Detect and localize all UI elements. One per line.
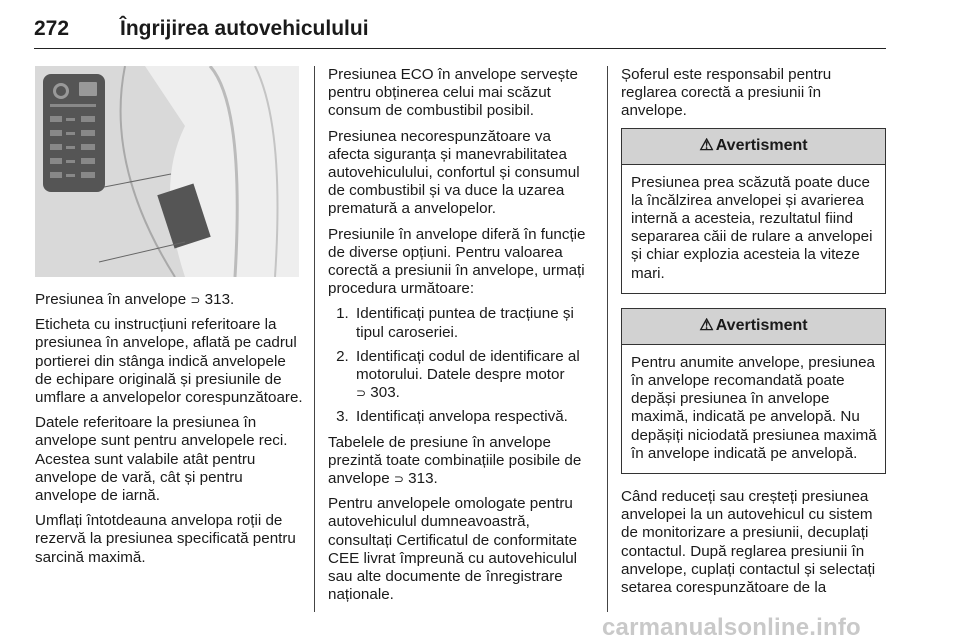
arrow-ref-icon: ⊃ [356,386,367,401]
warning-triangle-icon: ⚠ [699,317,714,335]
list-item: 2. Identificați codul de identificare al motorului. Datele despre motor ⊃ 303. [353,348,593,403]
list-item: 1. Identificați puntea de tracțiune și tipul caroseriei. [353,305,593,341]
warning-text: Pentru anumite anvelope, presiunea în anvelope recomandată poate depăși presiunea în anvelope maximă, indicată pe anvelopă. Nu depășiți niciodată presiunea maximă în anvelope indicată pe anvelopă. [631,353,877,462]
paragraph: Șoferul este responsabil pentru reglarea corectă a presiunii în anvelope. [621,66,832,120]
paragraph: Eticheta cu instrucțiuni referitoare la presiunea în anvelope, aflată pe cadrul portierei din stânga indică anvelopele de echipare originală și presiunile de umflare a anvelopelor corespunzătoare. [35,316,303,407]
arrow-ref-icon: ⊃ [190,293,201,307]
list-item: 3. Identificați anvelopa respectivă. [353,408,593,426]
paragraph: Datele referitoare la presiunea în anvelope sunt pentru anvelopele reci. Acestea sunt valabile atât pentru anvelope de vară, cât și pentru anvelope de iarnă. [35,414,288,505]
page-title: Îngrijirea autovehiculului [120,17,369,40]
paragraph: Tabelele de presiune în anvelope prezintă toate combinațiile posibile de anvelope ⊃ 313. [328,433,582,488]
paragraph: Presiunea ECO în anvelope servește pentru obținerea celui mai scăzut consum de combustibil posibil. [328,66,578,120]
warning-header: ⚠ Avertisment [622,309,885,345]
warning-header: ⚠ Avertisment [622,129,885,165]
warning-box [621,308,886,474]
column-middle [328,66,593,611]
warning-text: Presiunea prea scăzută poate duce la încălzirea anvelopei și avarierea internă a acesteia, rezultatul fiind separarea căii de rulare a anvelopei și chiar explozia acesteia la viteze mari. [631,173,873,282]
warning-box [621,128,886,294]
column-divider [314,66,315,612]
page-header [34,8,886,49]
page-number: 272 [34,17,70,40]
paragraph: Umflați întotdeauna anvelopa roții de rezervă la presiunea specificată pentru sarcină maximă. [35,512,296,566]
door-frame-tire-label-illustration [35,66,299,277]
arrow-ref-icon: ⊃ [393,472,404,487]
watermark: carmanualsonline.info [602,614,861,641]
column-divider [607,66,608,612]
paragraph: Când reduceți sau creșteți presiunea anvelopei la un autovehicul cu sistem de monitorizare a presiunii, decuplați contactul. După reglarea presiunii în anvelope, cuplați contactul și selectați setarea corespunzătoare de la [621,488,876,597]
column-right [621,66,886,604]
paragraph: Presiunea necorespunzătoare va afecta siguranța și manevrabilitatea autovehiculului, confortul și consumul de combustibil și va duce la uzarea prematură a anvelopelor. [328,127,580,218]
procedure-list [328,305,593,426]
paragraph: Presiunea în anvelope ⊃ 313. [35,291,235,308]
paragraph: Pentru anvelopele omologate pentru autovehiculul dumneavoastră, consultați Certificatul de conformitate CEE livrat împreună cu autovehiculul sau alte documente de înregistrare naționale. [328,495,578,604]
warning-triangle-icon: ⚠ [699,137,714,154]
paragraph: Presiunile în anvelope diferă în funcție de diverse opțiuni. Pentru valoarea corectă a presiunii în anvelope, urmați procedura următoare: [328,225,586,298]
